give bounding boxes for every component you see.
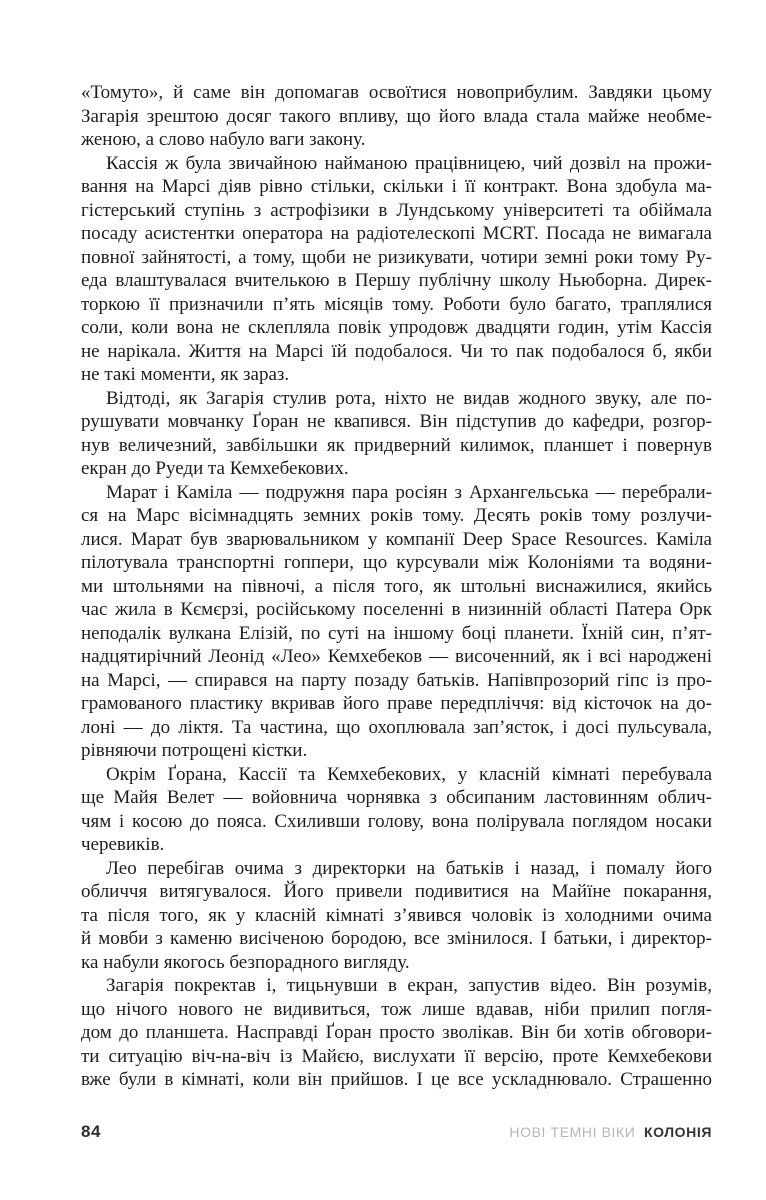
body-line: й мовби з каменю висіченою бородою, все змінилося. І батьки, і директор-: [81, 928, 712, 949]
body-paragraph: [81, 857, 712, 975]
body-line: гістерський ступінь з астрофізики в Лундському університеті та обіймала: [81, 199, 712, 221]
body-line: обличчя витягувалося. Його привели подивитися на Майїне покарання,: [81, 881, 712, 902]
book-title: КОЛОНІЯ: [643, 1124, 712, 1140]
body-line: торкою її призначили п’ять місяців тому. Роботи було багато, траплялися: [81, 293, 712, 315]
body-line: вання на Марсі діяв рівно стільки, скільки і її контракт. Вона здобула ма-: [81, 176, 712, 197]
series-title: НОВІ ТЕМНІ ВІКИ: [509, 1124, 636, 1140]
body-line: соли, коли вона не склепляла повік упродовж двадцяти годин, утім Кассія: [81, 317, 712, 338]
page-number: 84: [81, 1122, 101, 1141]
body-line: «Томуто», й саме він допомагав освоїтися новоприбулим. Завдяки цьому: [81, 82, 712, 103]
body-paragraph: [81, 387, 712, 481]
body-line: ся на Марс вісімнадцять земних років тому. Десять років тому розлучи-: [81, 505, 712, 526]
body-line: повної зайнятості, а тому, щоби не ризикувати, чотири земні роки тому Ру-: [81, 246, 712, 268]
body-line: черевиків.: [81, 834, 165, 855]
body-line: Окрім Ґорана, Кассії та Кемхебекових, у класній кімнаті перебувала: [106, 763, 712, 785]
body-paragraph: [81, 81, 712, 152]
body-line: на Марсі, — спирався на парту позаду батьків. Напівпрозорий гіпс із про-: [81, 669, 712, 691]
body-line: вже були в кімнаті, коли він прийшов. І це все ускладнювало. Страшенно: [81, 1069, 712, 1090]
running-title: [509, 1124, 712, 1140]
body-line: лися. Марат був зварювальником у компанії Deep Space Resources. Каміла: [81, 528, 712, 550]
body-line: неподалік вулкана Елізій, по суті на іншому боці планети. Їхній син, п’ят-: [81, 622, 712, 644]
body-line: час жила в Кємєрзі, російському поселенні в низинній області Патера Орк: [81, 599, 712, 620]
body-line: не такі моменти, як зараз.: [81, 364, 290, 385]
body-line: Марат і Каміла — подружня пара росіян з Архангельська — перебрали-: [106, 481, 712, 503]
body-line: женою, а слово набуло ваги закону.: [81, 129, 366, 150]
body-line: грамованого пластику вкривав його праве передпліччя: від кісточок на до-: [81, 693, 712, 714]
body-line: Лео перебігав очима з директорки на батьків і назад, і помалу його: [106, 857, 712, 879]
body-paragraph: [81, 481, 712, 763]
body-line: Відтоді, як Загарія стулив рота, ніхто не видав жодного звуку, але по-: [106, 387, 712, 409]
body-line: надцятирічний Леонід «Лео» Кемхебеков — височенний, як і всі народжені: [81, 646, 712, 667]
body-line: дом до планшета. Насправді Ґоран просто зволікав. Він би хотів обговори-: [81, 1022, 712, 1043]
body-line: ти ситуацію віч-на-віч із Майєю, вислухати її версію, проте Кемхебекови: [81, 1045, 712, 1067]
body-paragraph: [81, 152, 712, 387]
body-line: екран до Руеди та Кемхебекових.: [81, 458, 349, 479]
body-line: рівняючи потрощені кістки.: [81, 740, 308, 761]
body-line: пілотувала транспортні гоппери, що курсували між Колоніями та водяни-: [81, 552, 712, 573]
body-line: що нічого нового не видивиться, тож лише вдавав, ніби прилип погля-: [81, 998, 712, 1020]
body-line: ми штольнями на півночі, а після того, як штольні виснажилися, якийсь: [81, 575, 712, 597]
body-line: та після того, як у класній кімнаті з’явився чоловік із холодними очима: [81, 904, 712, 926]
body-line: еда влаштувалася вчителькою в Першу публічну школу Ньюборна. Дирек-: [81, 270, 712, 291]
body-line: рушувати мовчанку Ґоран не квапився. Він підступив до кафедри, розгор-: [81, 411, 712, 432]
page-footer: [81, 1122, 712, 1142]
body-line: чям і косою до пояса. Схиливши голову, вона полірувала поглядом носаки: [81, 810, 712, 832]
body-line: нув величезний, завбільшки як придверний килимок, планшет і повернув: [81, 434, 712, 456]
body-line: Загарія зрештою досяг такого впливу, що його влада стала майже необме-: [81, 105, 712, 127]
body-paragraph: [81, 974, 712, 1092]
body-paragraph: [81, 763, 712, 857]
body-line: лоні — до ліктя. Та частина, що охоплювала зап’ясток, і досі пульсувала,: [81, 716, 712, 738]
body-line: ка набули якогось безпорадного вигляду.: [81, 951, 410, 973]
page-body-text: [81, 81, 712, 1092]
body-line: Кассія ж була звичайною найманою працівницею, чий дозвіл на прожи-: [106, 152, 712, 174]
body-line: посаду асистентки оператора на радіотелескопі MCRT. Посада не вимагала: [81, 223, 712, 244]
body-line: не нарікала. Життя на Марсі їй подобалося. Чи то пак подобалося б, якби: [81, 340, 712, 362]
body-line: Загарія покректав і, тицьнувши в екран, запустив відео. Він розумів,: [106, 975, 712, 996]
body-line: ще Майя Велет — войовнича чорнявка з обсипаним ластовинням облич-: [81, 787, 712, 808]
